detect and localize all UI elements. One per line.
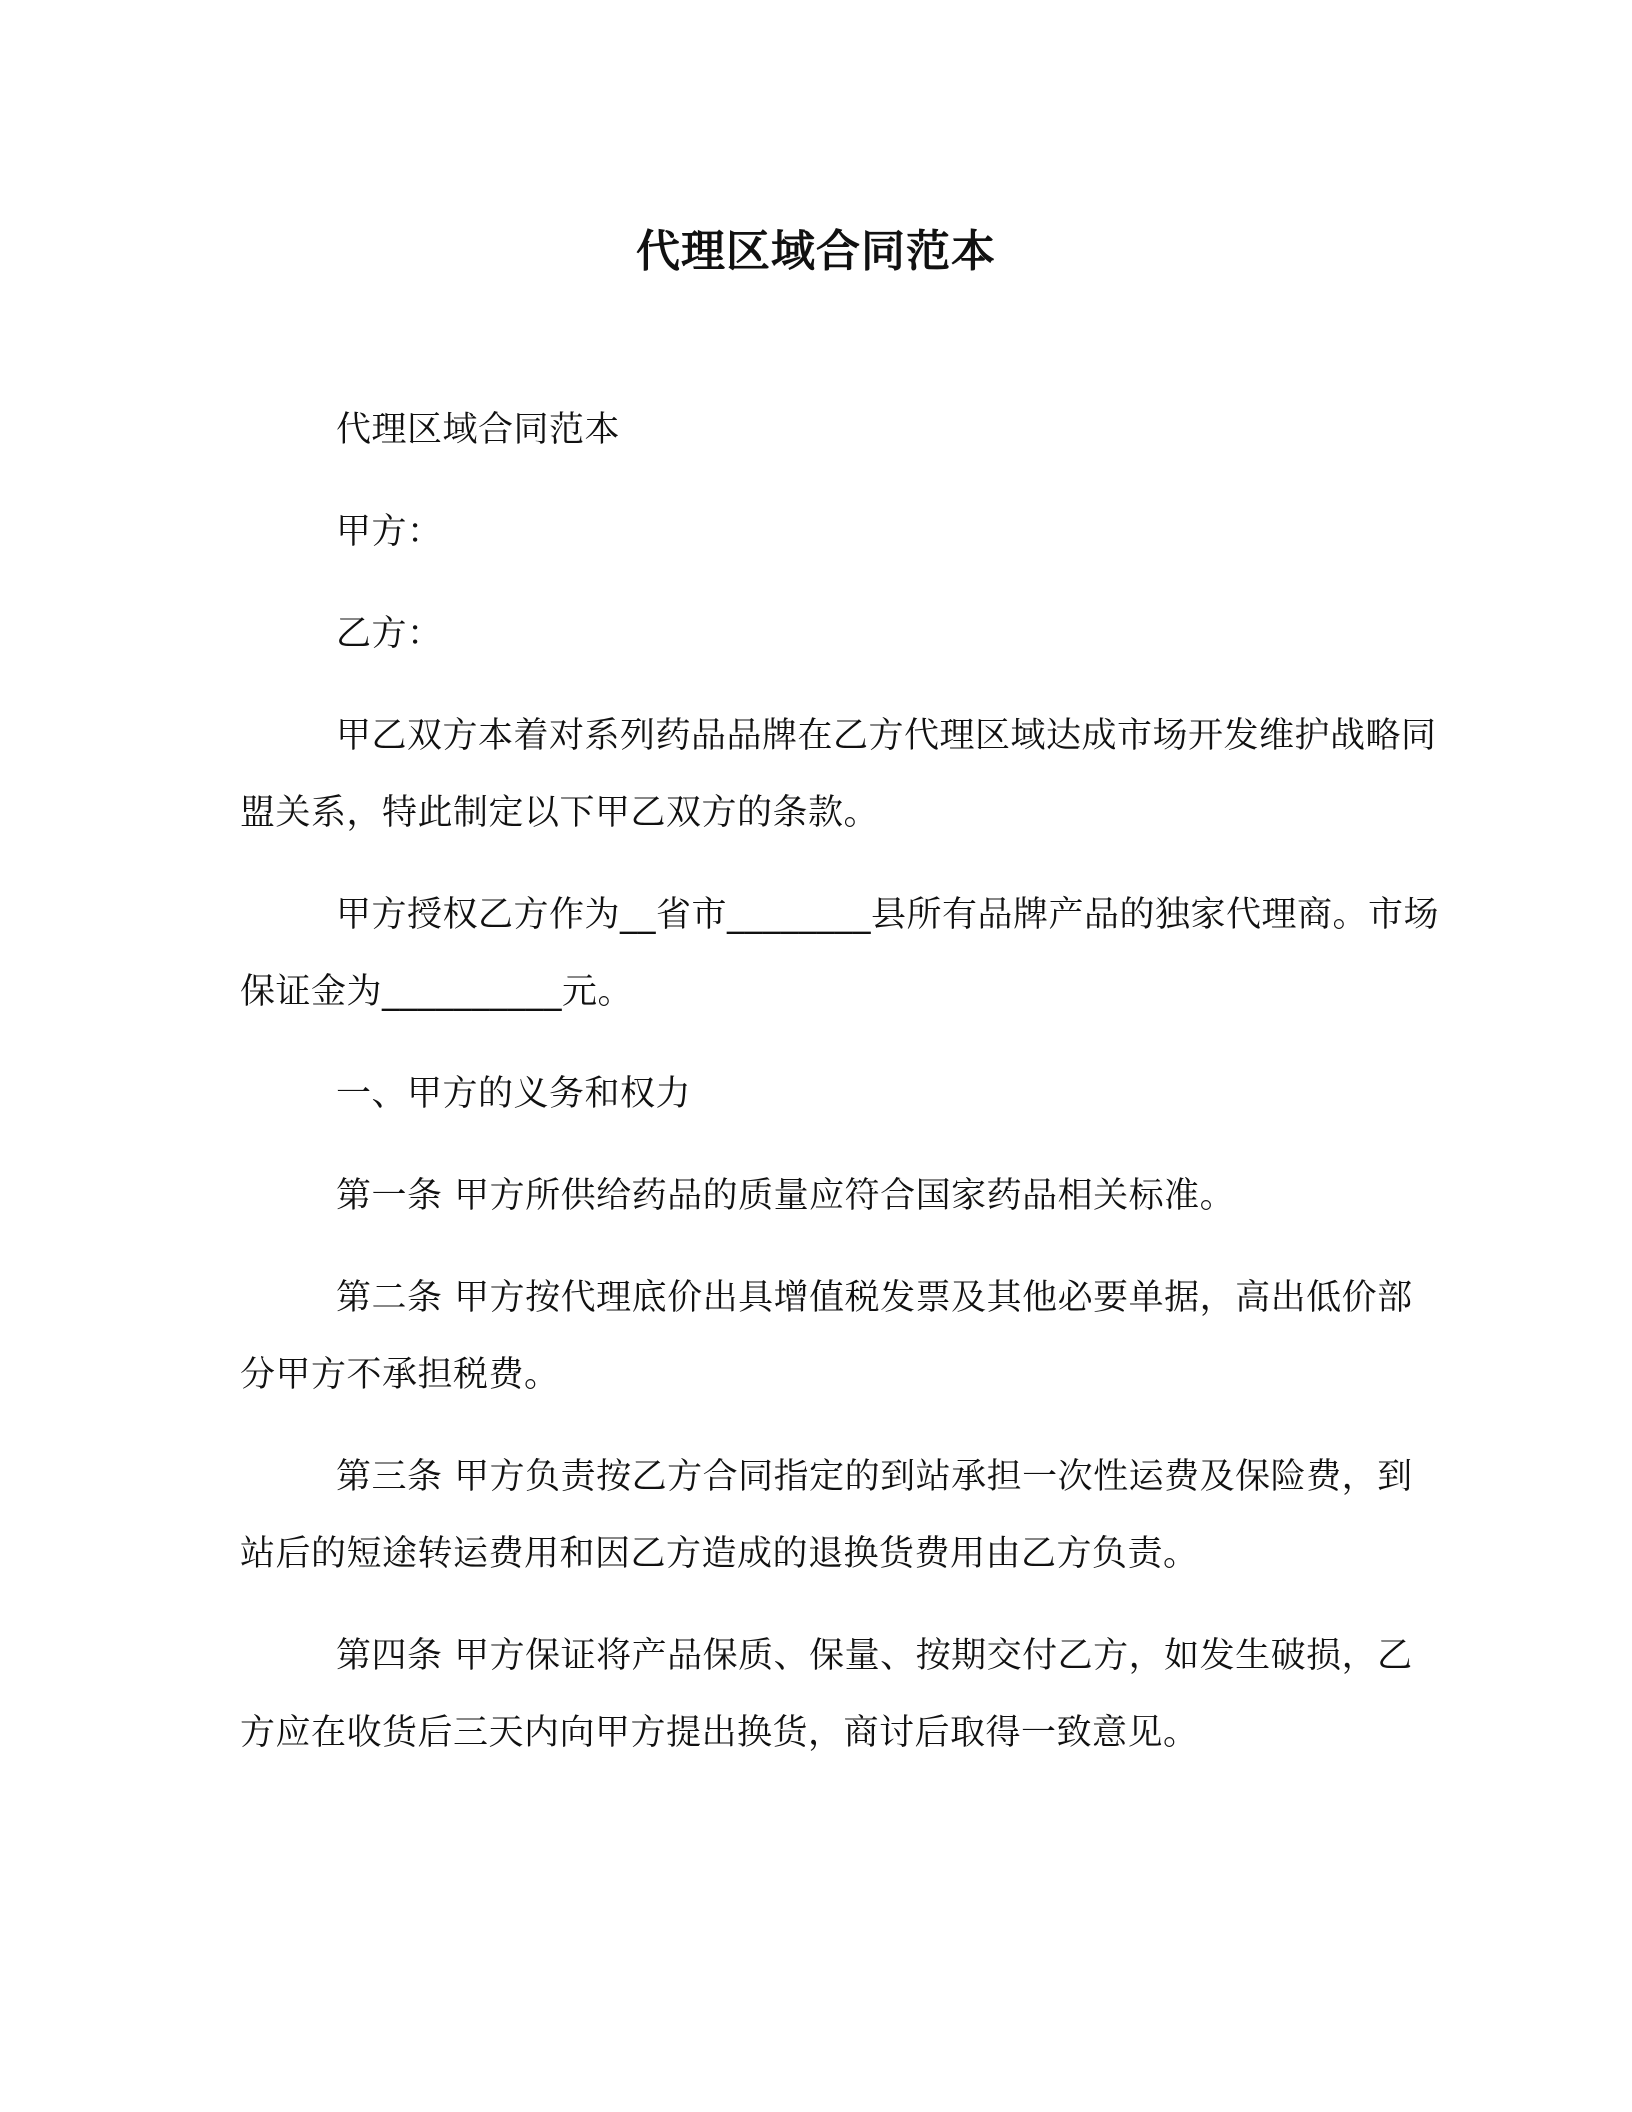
clause-1: 第一条 甲方所供给药品的质量应符合国家药品相关标准。 <box>336 1176 1236 1216</box>
paragraph-authorization: 甲方授权乙方作为__省市________县所有品牌产品的独家代理商。市场保证金为__________元。 <box>240 895 1440 1012</box>
section-heading-party-a-obligations: 一、甲方的义务和权力 <box>336 1074 692 1114</box>
paragraph-intro: 甲乙双方本着对系列药品品牌在乙方代理区域达成市场开发维护战略同盟关系，特此制定以下甲乙双方的条款。 <box>240 716 1437 833</box>
document-title: 代理区域合同范本 <box>636 226 996 277</box>
paragraph-party-b: 乙方： <box>336 614 443 654</box>
paragraph-party-a: 甲方： <box>336 512 443 552</box>
clause-4: 第四条 甲方保证将产品保质、保量、按期交付乙方，如发生破损，乙方应在收货后三天内向甲方提出换货，商讨后取得一致意见。 <box>240 1636 1413 1753</box>
clause-3: 第三条 甲方负责按乙方合同指定的到站承担一次性运费及保险费，到站后的短途转运费用和因乙方造成的退换货费用由乙方负责。 <box>240 1457 1413 1574</box>
paragraph-subtitle: 代理区域合同范本 <box>336 410 621 450</box>
clause-2: 第二条 甲方按代理底价出具增值税发票及其他必要单据，高出低价部分甲方不承担税费。 <box>240 1278 1413 1395</box>
document-body <box>240 392 1440 1797</box>
